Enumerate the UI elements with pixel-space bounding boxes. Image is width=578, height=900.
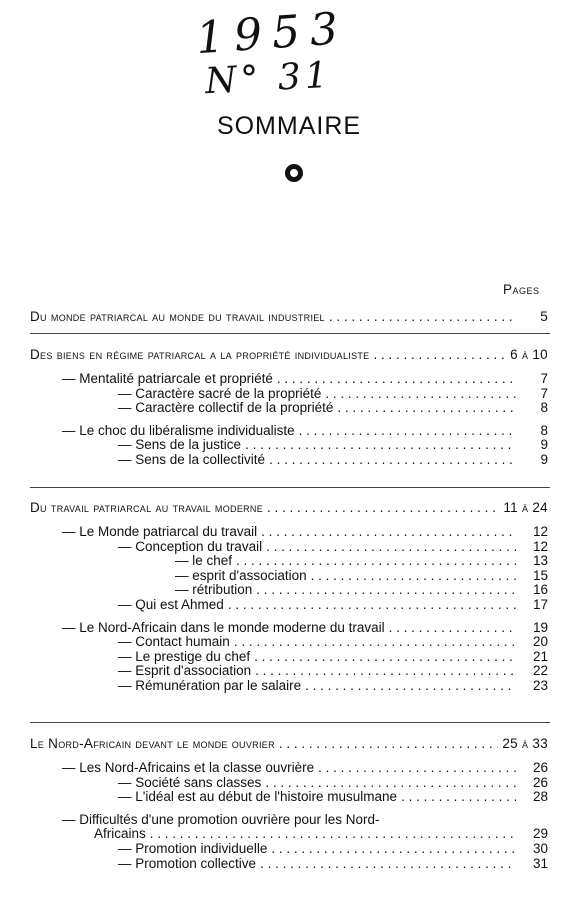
toc-entry — [118, 400, 548, 415]
toc-entry-text: — Esprit d'association — [118, 663, 252, 679]
toc-section — [30, 500, 548, 515]
toc-entry — [118, 539, 548, 554]
page-number: 6 à 10 — [510, 347, 548, 362]
toc-entry-text: — Difficultés d'une promotion ouvrière pour les Nord- — [62, 811, 380, 827]
toc-entry — [118, 597, 548, 612]
toc-entry — [62, 423, 548, 438]
page-number: 19 — [532, 619, 548, 635]
toc-entry — [118, 452, 548, 467]
toc-entry — [62, 371, 548, 386]
leader-dots — [255, 663, 516, 678]
page-number: 25 à 33 — [502, 736, 548, 751]
page-number: 26 — [532, 760, 548, 775]
toc-section-title: Des biens en régime patriarcal a la propriété individualiste — [30, 347, 370, 362]
leader-dots — [254, 649, 516, 664]
leader-dots — [228, 597, 516, 612]
leader-dots — [271, 841, 516, 856]
toc-entry-text: — Caractère sacré de la propriété — [118, 385, 322, 401]
page-number: 12 — [532, 538, 548, 554]
page-number: 21 — [532, 648, 548, 664]
page-number: 31 — [532, 855, 548, 871]
toc-entry — [175, 553, 548, 568]
page-number: 9 — [540, 437, 548, 453]
page-number: 7 — [540, 371, 548, 386]
toc-entry — [118, 437, 548, 452]
leader-dots — [299, 423, 516, 438]
toc-entry-text: — Les Nord-Africains et la classe ouvrière — [62, 760, 315, 775]
toc-entry — [118, 789, 548, 804]
section-divider — [30, 333, 550, 334]
leader-dots — [260, 856, 516, 871]
toc-entry-text: — esprit d'association — [175, 567, 307, 583]
leader-dots — [234, 634, 516, 649]
leader-dots — [305, 678, 516, 693]
toc-entry-text: — Société sans classes — [118, 774, 262, 790]
leader-dots — [374, 347, 507, 362]
leader-dots — [267, 500, 499, 515]
handwritten-number: N° 31 — [204, 54, 333, 103]
toc-entry — [94, 826, 548, 841]
toc-entry — [118, 678, 548, 693]
leader-dots — [245, 437, 516, 452]
leader-dots — [325, 386, 516, 401]
page-number: 20 — [532, 634, 548, 650]
page-number: 30 — [532, 841, 548, 856]
toc-entry — [62, 760, 548, 775]
toc-entry-text: — Promotion individuelle — [118, 841, 268, 856]
leader-dots — [318, 760, 516, 775]
leader-dots — [261, 524, 516, 539]
toc-entry-text: — Le prestige du chef — [118, 648, 251, 664]
toc-entry-text: — Conception du travail — [118, 538, 263, 554]
page-number: 26 — [532, 774, 548, 790]
leader-dots — [389, 620, 516, 635]
section-divider — [30, 487, 550, 488]
toc-section-title: Du monde patriarcal au monde du travail industriel — [30, 309, 325, 324]
toc-entry — [62, 812, 548, 827]
toc-entry-text: — Sens de la collectivité — [118, 452, 266, 467]
toc-entry-text: — Le choc du libéralisme individualiste — [62, 422, 295, 438]
page-number: 15 — [532, 567, 548, 583]
page-title: SOMMAIRE — [216, 112, 362, 140]
toc-section-title: Du travail patriarcal au travail moderne — [30, 500, 264, 515]
pages-column-header: Pages — [503, 282, 540, 297]
toc-entry — [118, 663, 548, 678]
page-number: 11 à 24 — [503, 500, 548, 515]
toc-entry-text: — Rémunération par le salaire — [118, 678, 302, 693]
toc-entry-text: — Caractère collectif de la propriété — [118, 400, 334, 416]
toc-entry — [118, 841, 548, 856]
leader-dots — [311, 568, 516, 583]
handwritten-year: 1953 — [194, 2, 350, 65]
page-number: 7 — [540, 385, 548, 401]
leader-dots — [337, 400, 516, 415]
page-number: 8 — [540, 422, 548, 438]
page-number: 16 — [532, 582, 548, 598]
leader-dots — [150, 826, 516, 841]
leader-dots — [279, 736, 498, 751]
toc-entry-text: Africains — [94, 826, 146, 842]
leader-dots — [277, 371, 516, 386]
toc-entry — [62, 620, 548, 635]
toc-section — [30, 736, 548, 751]
leader-dots — [256, 582, 516, 597]
page-number: 28 — [532, 789, 548, 805]
page-number: 29 — [532, 826, 548, 842]
toc-section — [30, 309, 548, 324]
page-number: 5 — [540, 309, 548, 324]
leader-dots — [236, 553, 516, 568]
leader-dots — [266, 539, 516, 554]
toc-section-title: Le Nord-Africain devant le monde ouvrier — [30, 736, 275, 751]
toc-entry — [175, 568, 548, 583]
page-number: 17 — [532, 597, 548, 612]
toc-section — [30, 347, 548, 362]
page-number: 22 — [532, 663, 548, 679]
toc-entry-text: — Contact humain — [118, 634, 230, 650]
leader-dots — [329, 309, 516, 324]
toc-entry-text: — Mentalité patriarcale et propriété — [62, 371, 273, 386]
toc-entry — [175, 582, 548, 597]
page-number: 8 — [540, 400, 548, 416]
page-number: 9 — [540, 452, 548, 467]
toc-entry-text: — le chef — [175, 553, 233, 569]
toc-entry-text: — Le Monde patriarcal du travail — [62, 524, 258, 539]
leader-dots — [401, 789, 516, 804]
toc-entry-text: — Promotion collective — [118, 855, 257, 871]
toc-entry — [118, 775, 548, 790]
toc-entry-text: — L'idéal est au début de l'histoire musulmane — [118, 789, 398, 805]
toc-entry — [118, 386, 548, 401]
page-number: 23 — [532, 678, 548, 693]
page-number: 12 — [532, 524, 548, 539]
toc-entry — [118, 634, 548, 649]
toc-entry-text: — rétribution — [175, 582, 253, 598]
toc-entry — [62, 524, 548, 539]
toc-entry — [118, 856, 548, 871]
leader-dots — [265, 775, 516, 790]
toc-entry-text: — Le Nord-Africain dans le monde moderne du travail — [62, 619, 385, 635]
section-divider — [30, 722, 550, 723]
toc-entry-text: — Sens de la justice — [118, 437, 242, 453]
toc-entry — [118, 649, 548, 664]
toc-entry-text: — Qui est Ahmed — [118, 597, 224, 612]
leader-dots — [269, 452, 516, 467]
page-number: 13 — [532, 553, 548, 569]
circle-ornament-icon — [285, 164, 303, 182]
